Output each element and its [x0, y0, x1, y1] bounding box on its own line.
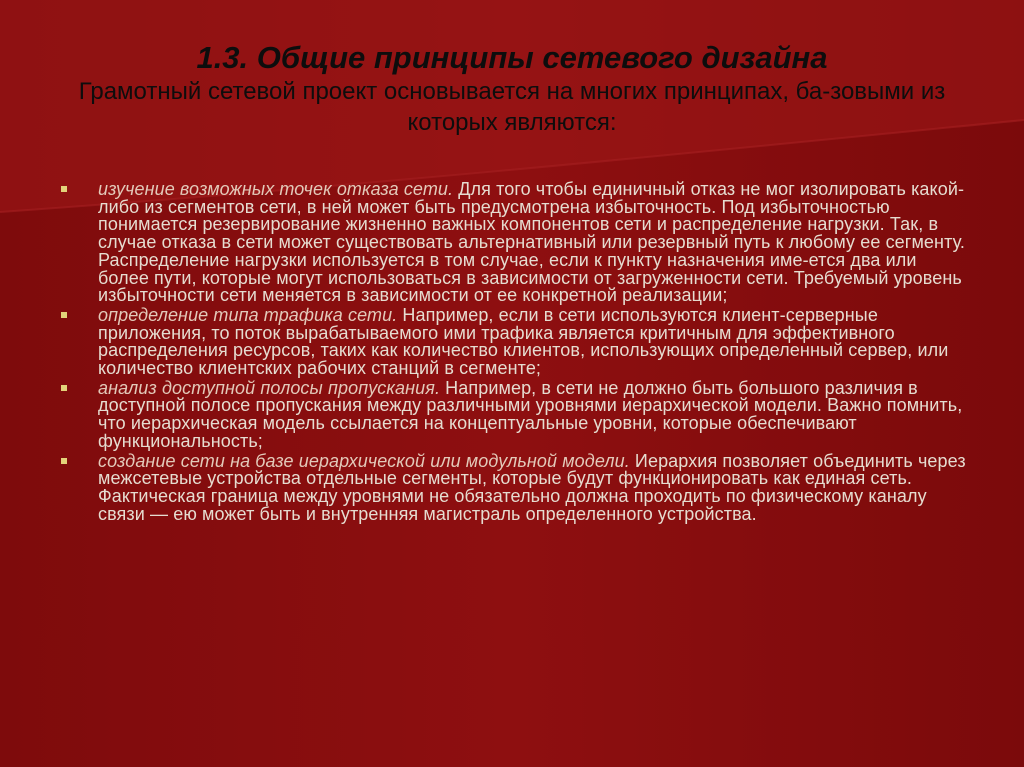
item-term: создание сети на базе иерархической или модульной модели.	[98, 450, 635, 471]
item-text: Например, в сети не должно быть большого различия в доступной полосе пропускания между различными уровнями иерархической модели. Важно помнить, что иерархическая модель ссылается на концептуальные уровни, которые обеспечивают функциональность;	[98, 377, 963, 451]
slide-header	[40, 40, 984, 138]
slide-subtitle: Грамотный сетевой проект основывается на многих принципах, ба-зовыми из которых являются:	[78, 78, 946, 136]
list-item	[56, 377, 966, 451]
square-bullet-icon	[61, 312, 67, 318]
square-bullet-icon	[61, 186, 67, 192]
item-term: определение типа трафика сети.	[98, 304, 403, 325]
square-bullet-icon	[61, 458, 67, 464]
square-bullet-icon	[61, 385, 67, 391]
list-item	[56, 181, 966, 305]
item-term: анализ доступной полосы пропускания.	[98, 377, 446, 398]
list-item	[56, 304, 966, 379]
list-item	[56, 450, 966, 524]
slide-title: 1.3. Общие принципы сетевого дизайна	[196, 40, 828, 75]
item-text: Для того чтобы единичный отказ не мог изолировать какой-либо из сегментов сети, в ней может быть предусмотрена избыточность. Под избыточностью понимается резервирование жизненно важных компонентов сети и распределение нагрузки. Так, в случае отказа в сети может существовать альтернативный или резервный путь к любому ее сегменту. Распределение нагрузки используется в том случае, если к пункту назначения име-ется два или более пути, которые могут использоваться в зависимости от загруженности сети. Требуемый уровень избыточности сети меняется в зависимости от ее конкретной реализации;	[98, 179, 966, 306]
item-text: Например, если в сети используются клиент-серверные приложения, то поток вырабатываемого ими трафика является критичным для эффективного распределения ресурсов, таких как количество клиентов, использующих определенный сервер, или количество клиентских рабочих станций в сегменте;	[98, 304, 949, 379]
item-term: изучение возможных точек отказа сети.	[98, 179, 459, 199]
item-text: Иерархия позволяет объединить через межсетевые устройства отдельные сегменты, которые будут функционировать как единая сеть. Фактическая граница между уровнями не обязательно должна проходить по физическому каналу связи — ею может быть и внутренняя магистраль определенного устройства.	[98, 450, 966, 524]
bullet-list	[56, 181, 966, 525]
